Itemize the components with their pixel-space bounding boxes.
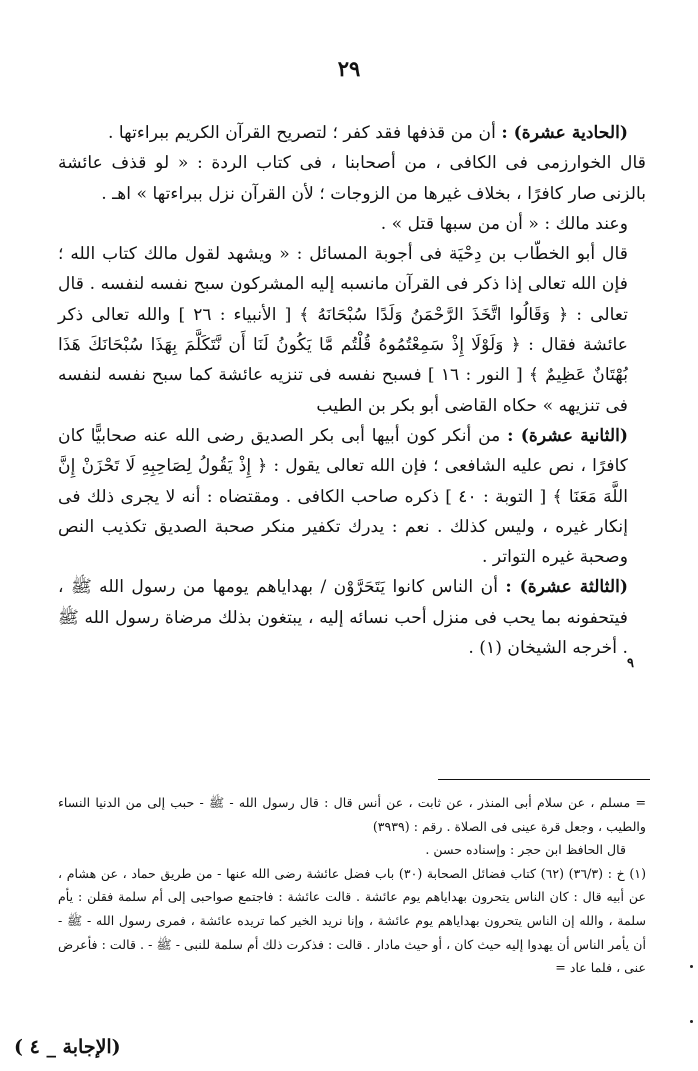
footnotes xyxy=(58,791,646,980)
main-text xyxy=(58,118,646,663)
footnote: (١) خ : (٣٦/٣) (٦٢) كتاب فضائل الصحابة (٣٠) باب فضل عائشة رضى الله عنها - من طريق حماد ، عن هشام ، عن أبيه قال : كان الناس يتحرون بهداياهم يوم عائشة . قالت عائشة : فاجتمع صواحبى إلى أم سلمة فقلن : يأم سلمة ، والله إن الناس يتحرون بهداياهم يوم عائشة ، وإنا نريد الخير كما تريده عائشة ، فمرى رسول الله - ﷺ - أن يأمر الناس أن يهدوا إليه حيث كان ، أو حيث مادار . قالت : فذكرت ذلك أم سلمة للنبى - ﷺ - . قالت : فأعرض عنى ، فلما عاد = xyxy=(58,865,646,976)
paragraph xyxy=(58,118,646,148)
paragraph-text: أن الناس كانوا يَتَحَرَّوْن / بهداياهم يومها من رسول الله ﷺ ، فيتحفونه بما يحب فى منزل أحب نسائه إليه ، يبتغون بذلك مرضاة رسول الله ﷺ . أخرجه الشيخان (١) . xyxy=(58,577,628,659)
scan-speck xyxy=(690,965,693,968)
paragraph xyxy=(58,421,646,572)
paragraph-heading: (الثالثة عشرة) : xyxy=(505,577,628,598)
paragraph-text: قال أبو الخطّاب بن دِحْيَة فى أجوبة المسائل : « ويشهد لقول مالك كتاب الله ؛ فإن الله تعالى إذا ذكر فى القرآن مانسبه إليه المشركون سبح نفسه لنفسه . قال تعالى : ﴿ وَقَالُوا اتَّخَذَ الرَّحْمَنُ وَلَدًا سُبْحَانَهُ ﴾ [ الأنبياء : ٢٦ ] والله تعالى ذكر عائشة فقال : ﴿ وَلَوْلَا إِذْ سَمِعْتُمُوهُ قُلْتُم مَّا يَكُونُ لَنَا أَن نَّتَكَلَّمَ بِهَذَا سُبْحَانَكَ هَذَا بُهْتَانٌ عَظِيمٌ ﴾ [ النور : ١٦ ] فسبح نفسه فى تنزيه عائشة كما سبح نفسه لنفسه فى تنزيهه » حكاه القاضى أبو بكر بن الطيب xyxy=(58,244,628,416)
signature-marker: (الإجابة _ ٤ ) xyxy=(14,1036,121,1058)
footnote-divider xyxy=(438,779,650,780)
page-number: ٢٩ xyxy=(337,56,361,81)
scan-speck xyxy=(690,1020,693,1023)
footnote: = مسلم ، عن سلام أبى المنذر ، عن ثابت ، عن أنس قال : قال رسول الله - ﷺ - حبب إلى من الدنيا النساء والطيب ، وجعل قرة عينى فى الصلاة . رقم : (٣٩٣٩) xyxy=(58,795,646,834)
paragraph-text: وعند مالك : « أن من سبها قتل » . xyxy=(380,213,628,234)
paragraph-text: أن من قذفها فقد كفر ؛ لتصريح القرآن الكريم ببراءتها . xyxy=(107,123,502,143)
paragraph xyxy=(58,148,646,209)
paragraph-text: قال الخوارزمى فى الكافى ، من أصحابنا ، فى كتاب الردة : « لو قذف عائشة بالزنى صار كافرًا ، بخلاف غيرها من الزوجات ؛ لأن القرآن نزل ببراءتها » اهـ . xyxy=(58,153,646,204)
paragraph-heading: (الحادية عشرة) : xyxy=(501,123,628,143)
paragraph-text: من أنكر كون أبيها أبى بكر الصديق رضى الله عنه صحابيًّا كان كافرًا ، نص عليه الشافعى ؛ فإن الله تعالى يقول : ﴿ إِذْ يَقُولُ لِصَاحِبِهِ لَا تَحْزَنْ إِنَّ اللَّهَ مَعَنَا ﴾ [ التوبة : ٤٠ ] ذكره صاحب الكافى . ومقتضاه : أنه لا يجرى ذلك فى إنكار غيره ، وليس كذلك . نعم : يدرك تكفير منكر صحبة الصديق تكذيب النص وصحبة غيره التواتر . xyxy=(58,425,628,568)
paragraph xyxy=(58,209,646,239)
footnote: قال الحافظ ابن حجر : وإسناده حسن . xyxy=(425,842,626,858)
paragraph xyxy=(58,572,646,663)
margin-page-marker: ٩ xyxy=(627,656,634,671)
paragraph-heading: (الثانية عشرة) : xyxy=(507,425,628,446)
paragraph xyxy=(58,239,646,421)
